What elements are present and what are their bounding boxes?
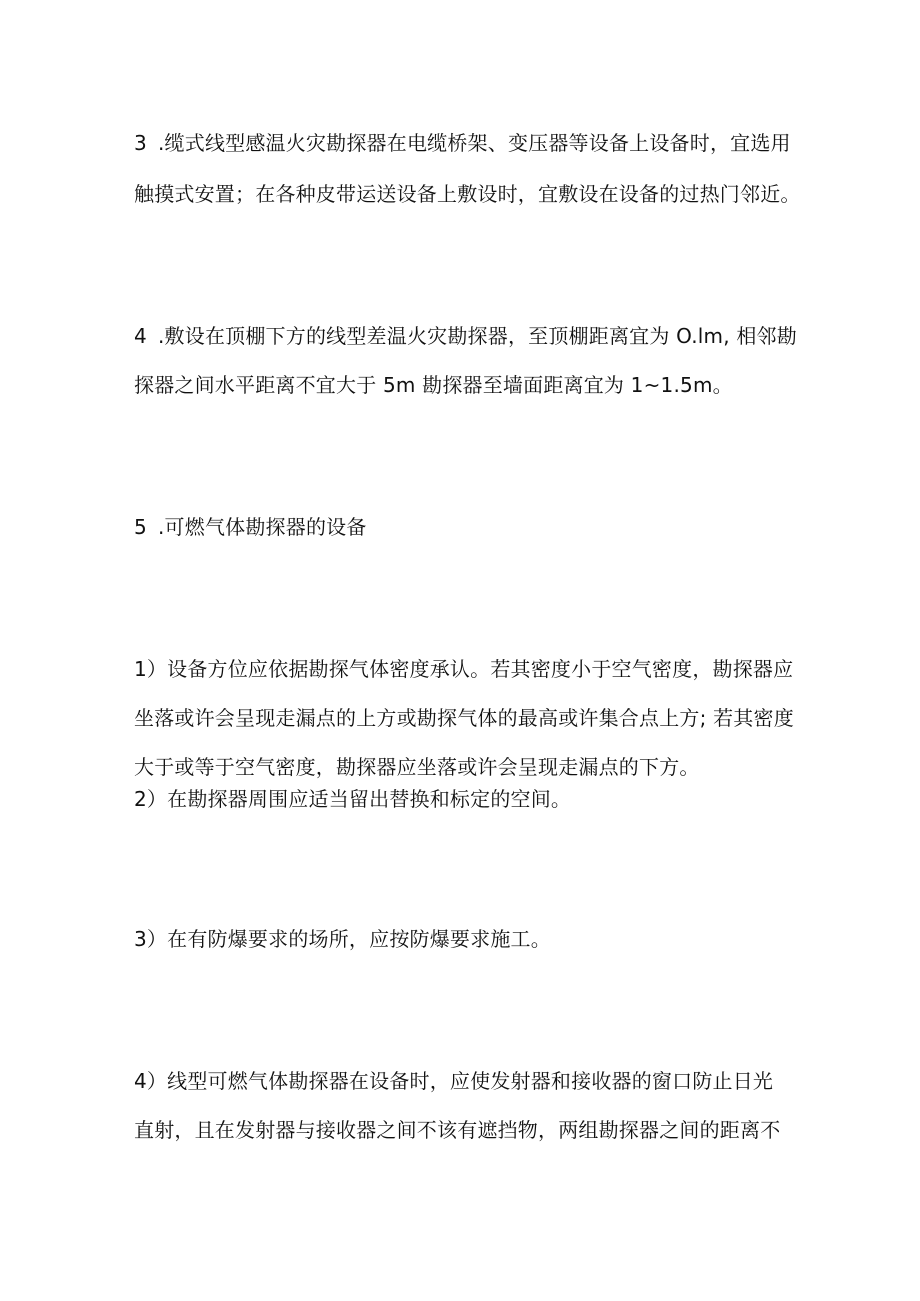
item-5-number: 5 <box>134 515 147 539</box>
sub-3-line-1: 3）在有防爆要求的场所，应按防爆要求施工。 <box>134 927 551 951</box>
item-3-number: 3 <box>134 131 147 155</box>
sub-1-line-3: 大于或等于空气密度，勘探器应坐落或许会呈现走漏点的下方。 <box>134 755 700 779</box>
sub-4-line-1: 4）线型可燃气体勘探器在设备时，应使发射器和接收器的窗口防止日光 <box>134 1069 774 1093</box>
sub-1-line-1: 1）设备方位应依据勘探气体密度承认。若其密度小于空气密度，勘探器应 <box>134 657 794 681</box>
item-5-heading <box>134 514 367 540</box>
sub-2-line-1: 2）在勘探器周围应适当留出替换和标定的空间。 <box>134 787 572 811</box>
item-4-text: .敷设在顶棚下方的线型差温火灾勘探器，至顶棚距离宜为 O.lm, 相邻勘 <box>158 324 797 348</box>
item-3-line-1 <box>134 130 791 156</box>
sub-1-line-2: 坐落或许会呈现走漏点的上方或勘探气体的最高或许集合点上方; 若其密度 <box>134 706 794 730</box>
item-5-text: .可燃气体勘探器的设备 <box>158 515 367 539</box>
item-3-text: .缆式线型感温火灾勘探器在电缆桥架、变压器等设备上设备时，宜选用 <box>158 131 791 155</box>
item-4-number: 4 <box>134 324 147 348</box>
item-3-line-2: 触摸式安置；在各种皮带运送设备上敷设时，宜敷设在设备的过热门邻近。 <box>134 182 801 206</box>
item-4-line-2: 探器之间水平距离不宜大于 5m 勘探器至墙面距离宜为 1~1.5m。 <box>134 373 733 397</box>
sub-4-line-2: 直射，且在发射器与接收器之间不该有遮挡物，两组勘探器之间的距离不 <box>134 1118 781 1142</box>
item-4-line-1 <box>134 323 797 349</box>
